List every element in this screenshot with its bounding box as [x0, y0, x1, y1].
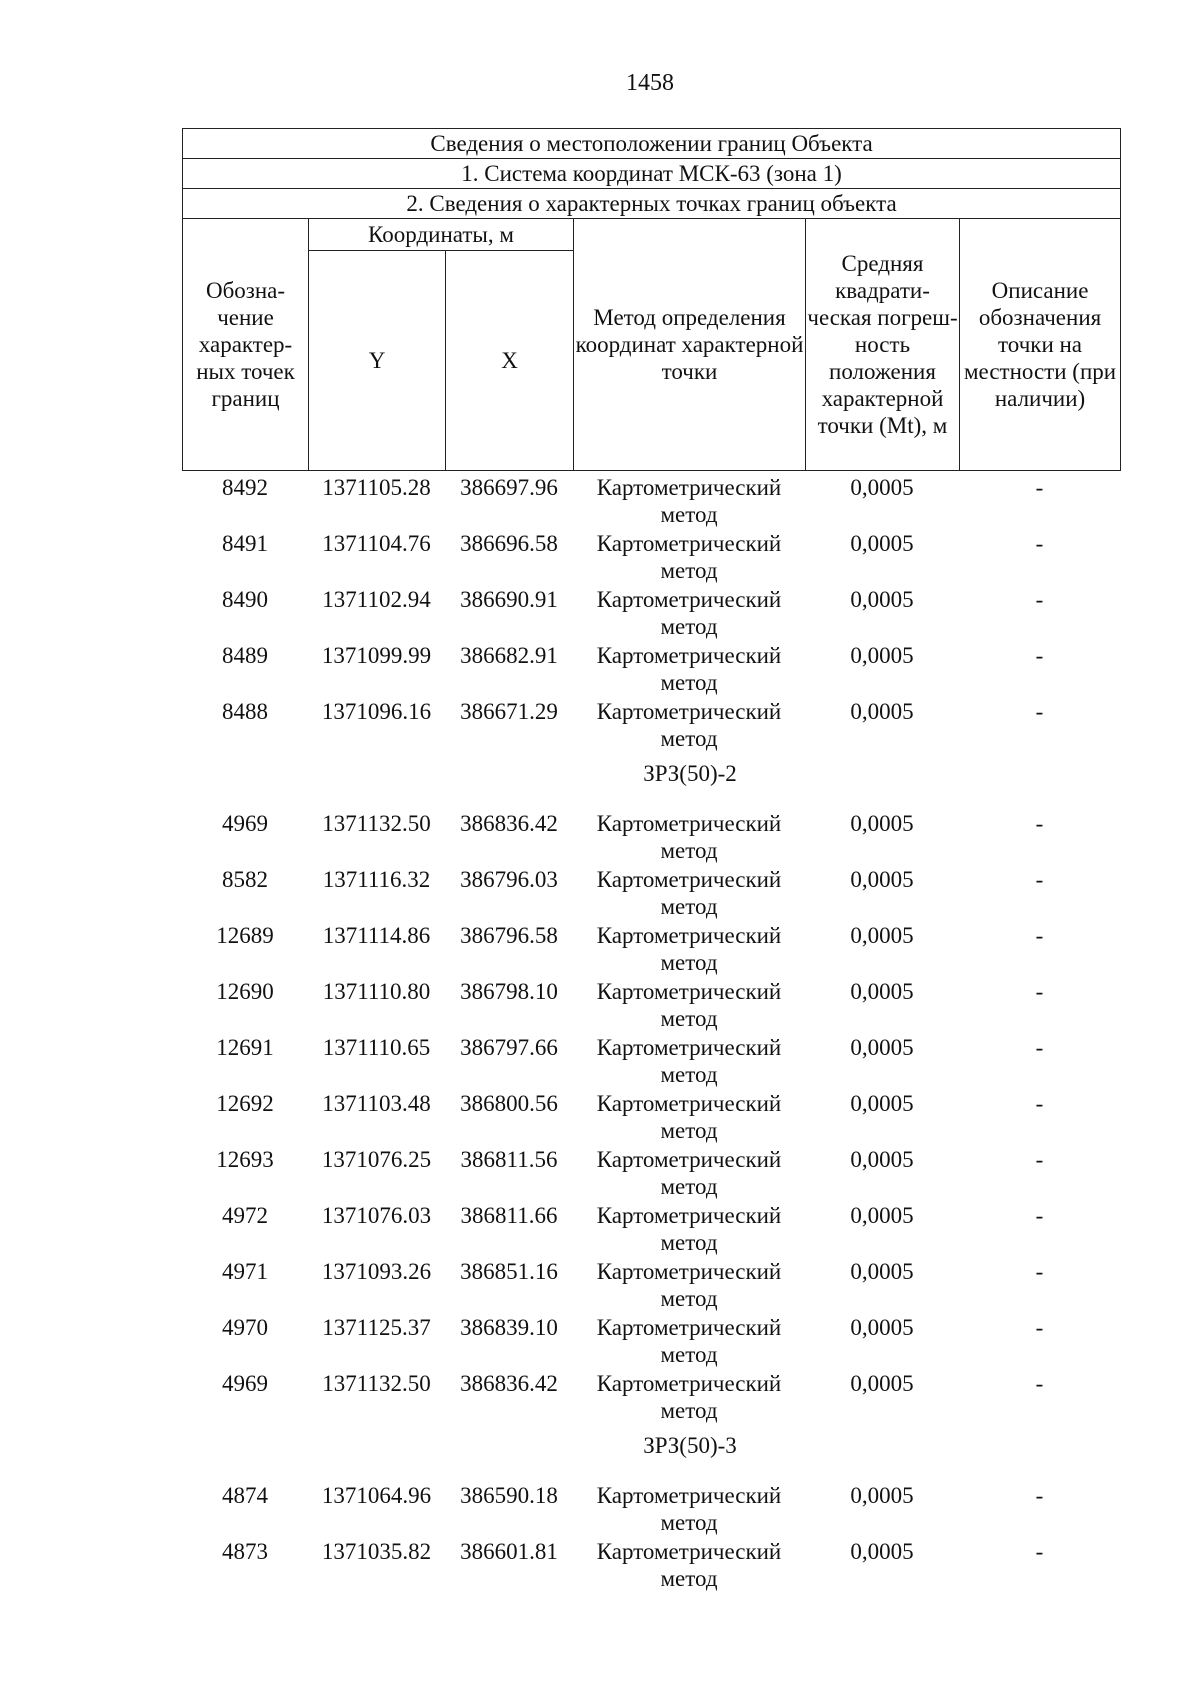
- table-row: [182, 978, 1120, 1034]
- cell-error: 0,0005: [850, 475, 914, 500]
- cell-coord-y: 1371105.28: [322, 475, 431, 500]
- cell-method: Картометрический метод: [596, 867, 782, 919]
- table-row: [182, 810, 1120, 866]
- group-heading: ЗРЗ(50)-2: [643, 761, 737, 786]
- cell-point-id: 8582: [222, 867, 268, 892]
- cell-point-id: 4972: [222, 1203, 268, 1228]
- cell-coord-y: 1371110.65: [322, 1035, 431, 1060]
- cell-coord-x: 386839.10: [460, 1315, 558, 1340]
- cell-coord-y: 1371114.86: [322, 923, 431, 948]
- cell-coord-y: 1371104.76: [322, 531, 431, 556]
- cell-coord-y: 1371099.99: [321, 643, 432, 668]
- cell-point-id: 8490: [222, 587, 268, 612]
- cell-point-id: 4970: [222, 1315, 268, 1340]
- cell-point-id: 8491: [222, 531, 268, 556]
- cell-description: -: [1035, 1203, 1044, 1228]
- cell-description: -: [1035, 1371, 1044, 1396]
- cell-method: Картометрический метод: [596, 475, 782, 527]
- group-heading: ЗРЗ(50)-3: [643, 1433, 737, 1458]
- cell-coord-y: 1371035.82: [321, 1539, 432, 1564]
- table-row: [182, 1034, 1120, 1090]
- table-row: [182, 1202, 1120, 1258]
- cell-point-id: 12689: [216, 923, 274, 948]
- cell-point-id: 8488: [222, 699, 268, 724]
- cell-error: 0,0005: [850, 587, 914, 612]
- cell-description: -: [1035, 923, 1044, 948]
- table-row: [182, 866, 1120, 922]
- table-row: [182, 642, 1120, 698]
- cell-description: -: [1035, 979, 1044, 1004]
- table-row: [182, 530, 1120, 586]
- cell-coord-y: 1371102.94: [322, 587, 431, 612]
- cell-coord-y: 1371096.16: [321, 699, 432, 724]
- section-title: 2. Сведения о характерных точках границ объекта: [183, 189, 1121, 219]
- table-row: [182, 1090, 1120, 1146]
- cell-coord-y: 1371093.26: [321, 1259, 432, 1284]
- cell-point-id: 12693: [216, 1147, 274, 1172]
- cell-error: 0,0005: [850, 531, 914, 556]
- cell-description: -: [1035, 1483, 1044, 1508]
- cell-error: 0,0005: [850, 1203, 914, 1228]
- table-row: [182, 586, 1120, 642]
- cell-coord-y: 1371110.80: [322, 979, 431, 1004]
- cell-description: -: [1035, 587, 1044, 612]
- cell-point-id: 4873: [222, 1539, 268, 1564]
- cell-point-id: 12691: [216, 1035, 274, 1060]
- table-row: [182, 1538, 1120, 1594]
- cell-coord-x: 386797.66: [460, 1035, 558, 1060]
- cell-error: 0,0005: [850, 923, 914, 948]
- cell-point-id: 8492: [222, 475, 268, 500]
- cell-method: Картометрический метод: [596, 1259, 782, 1311]
- cell-error: 0,0005: [850, 1147, 914, 1172]
- cell-method: Картометрический метод: [596, 699, 782, 751]
- cell-error: 0,0005: [850, 643, 914, 668]
- cell-coord-x: 386690.91: [460, 587, 558, 612]
- cell-description: -: [1035, 867, 1044, 892]
- cell-coord-x: 386601.81: [460, 1539, 558, 1564]
- column-header-method: Метод определения координат характерной точки: [574, 219, 806, 471]
- cell-error: 0,0005: [850, 1259, 914, 1284]
- cell-coord-y: 1371103.48: [322, 1091, 431, 1116]
- cell-description: -: [1035, 531, 1044, 556]
- cell-coord-x: 386590.18: [460, 1483, 558, 1508]
- cell-coord-y: 1371132.50: [322, 811, 431, 836]
- cell-method: Картометрический метод: [596, 531, 782, 583]
- cell-point-id: 4971: [222, 1259, 268, 1284]
- cell-description: -: [1035, 811, 1044, 836]
- table-row: [182, 474, 1120, 530]
- cell-error: 0,0005: [850, 1371, 914, 1396]
- cell-point-id: 4969: [222, 1371, 268, 1396]
- cell-coord-y: 1371132.50: [322, 1371, 431, 1396]
- cell-coord-x: 386696.58: [460, 531, 558, 556]
- cell-error: 0,0005: [850, 1091, 914, 1116]
- coordinate-system: 1. Система координат МСК-63 (зона 1): [183, 159, 1121, 189]
- column-header-x: X: [446, 251, 574, 471]
- cell-description: -: [1035, 1147, 1044, 1172]
- page-number: 1458: [626, 70, 674, 96]
- cell-coord-x: 386796.03: [460, 867, 558, 892]
- cell-coord-x: 386796.58: [460, 923, 558, 948]
- table-row: [182, 1482, 1120, 1538]
- cell-error: 0,0005: [850, 867, 914, 892]
- cell-method: Картометрический метод: [596, 923, 782, 975]
- cell-error: 0,0005: [850, 699, 914, 724]
- cell-coord-x: 386851.16: [460, 1259, 558, 1284]
- cell-method: Картометрический метод: [596, 1315, 782, 1367]
- cell-coord-x: 386682.91: [460, 643, 558, 668]
- cell-method: Картометрический метод: [596, 643, 782, 695]
- cell-method: Картометрический метод: [596, 811, 782, 863]
- cell-method: Картометрический метод: [596, 1483, 782, 1535]
- cell-error: 0,0005: [850, 811, 914, 836]
- cell-error: 0,0005: [850, 1035, 914, 1060]
- cell-coord-x: 386811.56: [460, 1147, 558, 1172]
- cell-method: Картометрический метод: [596, 587, 782, 639]
- cell-point-id: 12692: [216, 1091, 274, 1116]
- table-row: [182, 1146, 1120, 1202]
- cell-description: -: [1035, 475, 1044, 500]
- cell-point-id: 12690: [216, 979, 274, 1004]
- column-header-coordinates: Координаты, м: [309, 219, 574, 251]
- table-row: [182, 1314, 1120, 1370]
- cell-coord-y: 1371064.96: [321, 1483, 432, 1508]
- column-header-description: Описание обозначения точки на местности (при наличии): [960, 219, 1121, 471]
- table-row: [182, 922, 1120, 978]
- cell-description: -: [1035, 1539, 1044, 1564]
- cell-description: -: [1035, 1091, 1044, 1116]
- table-row: [182, 698, 1120, 754]
- cell-description: -: [1035, 699, 1044, 724]
- cell-coord-x: 386836.42: [460, 1371, 558, 1396]
- cell-description: -: [1035, 1259, 1044, 1284]
- table-title: Сведения о местоположении границ Объекта: [183, 129, 1121, 159]
- cell-coord-x: 386836.42: [460, 811, 558, 836]
- column-header-designation: Обозна-чение характер-ных точек границ: [183, 219, 309, 471]
- cell-coord-x: 386798.10: [460, 979, 558, 1004]
- cell-description: -: [1035, 1315, 1044, 1340]
- cell-method: Картометрический метод: [596, 979, 782, 1031]
- cell-coord-x: 386811.66: [460, 1203, 558, 1228]
- cell-error: 0,0005: [850, 979, 914, 1004]
- cell-method: Картометрический метод: [596, 1203, 782, 1255]
- cell-coord-x: 386697.96: [460, 475, 558, 500]
- cell-method: Картометрический метод: [596, 1091, 782, 1143]
- cell-method: Картометрический метод: [596, 1035, 782, 1087]
- cell-error: 0,0005: [850, 1539, 914, 1564]
- cell-coord-x: 386671.29: [460, 699, 558, 724]
- cell-description: -: [1035, 1035, 1044, 1060]
- cell-coord-y: 1371076.25: [321, 1147, 432, 1172]
- column-header-error: Средняя квадрати-ческая погреш-ность положения характерной точки (Mt), м: [806, 219, 960, 471]
- table-row: [182, 1258, 1120, 1314]
- table-body: [182, 474, 1120, 1594]
- cell-method: Картометрический метод: [596, 1147, 782, 1199]
- cell-error: 0,0005: [850, 1483, 914, 1508]
- cell-point-id: 4969: [222, 811, 268, 836]
- cell-coord-y: 1371125.37: [322, 1315, 431, 1340]
- cell-description: -: [1035, 643, 1044, 668]
- cell-coord-x: 386800.56: [460, 1091, 558, 1116]
- cell-error: 0,0005: [850, 1315, 914, 1340]
- cell-point-id: 4874: [222, 1483, 268, 1508]
- cell-method: Картометрический метод: [596, 1539, 782, 1591]
- cell-method: Картометрический метод: [596, 1371, 782, 1423]
- table-header: [182, 128, 1121, 471]
- table-row: [182, 1370, 1120, 1426]
- cell-point-id: 8489: [222, 643, 268, 668]
- cell-coord-y: 1371076.03: [321, 1203, 432, 1228]
- column-header-y: Y: [309, 251, 446, 471]
- cell-coord-y: 1371116.32: [322, 867, 431, 892]
